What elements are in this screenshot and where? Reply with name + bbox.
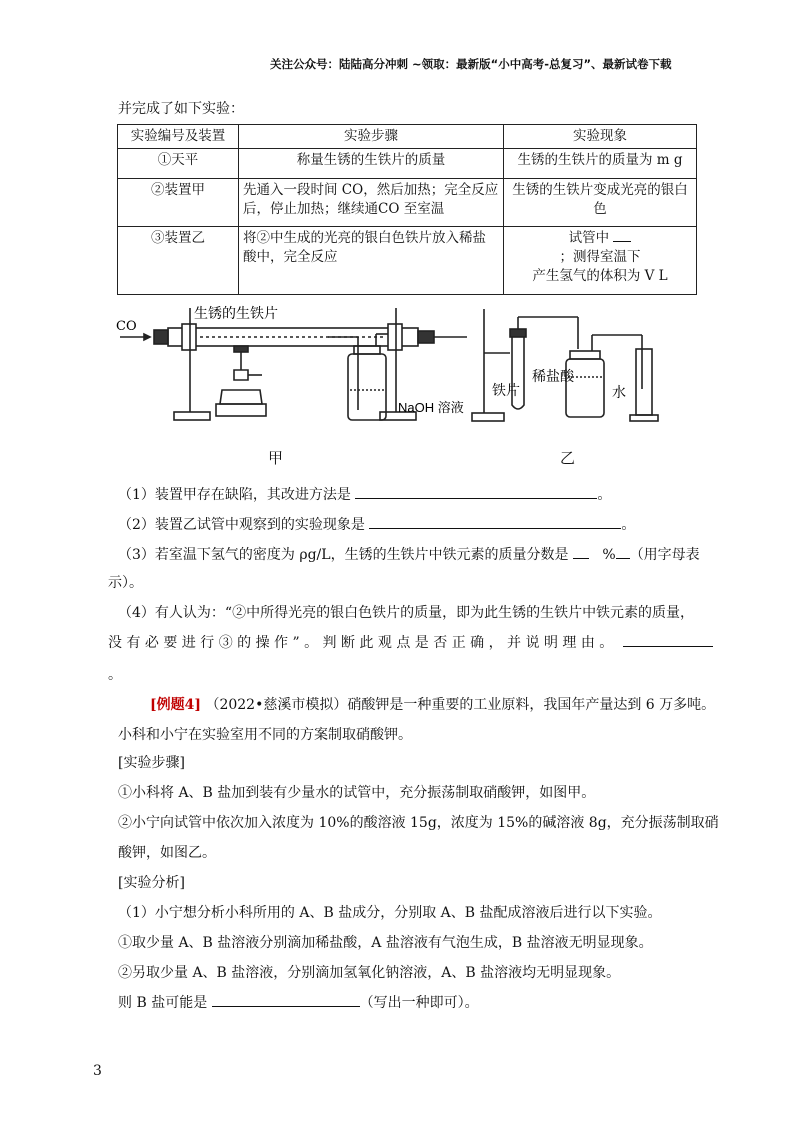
experiment-table [117,124,697,295]
table-cell: 将②中生成的光亮的银白色铁片放入稀盐酸中，完全反应 [239,227,504,295]
step-2-cont: 酸钾，如图乙。 [118,845,216,861]
example-tag: [例题4] [150,697,201,713]
result-text: 产生氢气的体积为 V L [532,268,668,284]
question-1: （1）装置甲存在缺陷，其改进方法是 。 [118,487,612,503]
wash-bottle-diagram [328,330,468,430]
question-2: （2）装置乙试管中观察到的实验现象是 。 [118,517,636,533]
step-1: ①小科将 A、B 盐加到装有少量水的试管中，充分振荡制取硝酸钾，如图甲。 [118,785,596,801]
water-label: 水 [612,385,626,401]
table-cell: ③装置乙 [118,227,239,295]
result-text: ；测得室温下 [559,249,641,265]
question-4-end: 。 [108,667,122,683]
table-header: 实验编号及装置 [118,125,239,149]
page-header: 关注公众号：陆陆高分冲刺 ~领取：最新版“小中高考-总复习”、最新试卷下载 [270,57,672,71]
intro-text: 并完成了如下实验： [118,101,244,117]
table-header-row [118,125,697,149]
iron-label: 铁片 [492,383,520,399]
result-text: 试管中 [568,230,610,246]
tube-label: 生锈的生铁片 [194,306,278,322]
acid-label: 稀盐酸 [532,369,574,385]
analysis-3: ②另取少量 A、B 盐溶液，分别滴加氢氧化钠溶液，A、B 盐溶液均无明显现象。 [118,965,621,981]
analysis-heading: [实验分析] [118,875,185,891]
table-cell: ①天平 [118,149,239,179]
table-cell: 先通入一段时间 CO，然后加热；完全反应后，停止加热；继续通CO 至室温 [239,179,504,227]
table-header: 实验步骤 [239,125,504,149]
question-4: （4）有人认为：“②中所得光亮的银白色铁片的质量，即为此生锈的生铁片中铁元素的质量， [118,605,695,621]
analysis-1: （1）小宁想分析小科所用的 A、B 盐成分，分别取 A、B 盐配成溶液后进行以下实验。 [118,905,662,921]
figure-caption-b: 乙 [560,449,576,467]
table-cell [504,227,697,295]
page-number: 3 [93,1063,102,1079]
analysis-4: 则 B 盐可能是 （写出一种即可）。 [118,995,479,1011]
figure-caption-a: 甲 [268,449,284,467]
question-3-cont: 示）。 [108,575,143,591]
table-row [118,179,697,227]
table-header: 实验现象 [504,125,697,149]
apparatus-b-diagram [470,305,680,430]
question-3: （3）若室温下氢气的密度为 ρg/L，生锈的生铁片中铁元素的质量分数是 % （用字母表 [118,547,700,563]
table-row [118,227,697,295]
question-4-cont: 没 有 必 要 进 行 ③ 的 操 作 ” 。 判 断 此 观 点 是 否 正 确 ， 并 说 明 理 由 。 [108,632,713,652]
example-intro: [例题4] （2022•慈溪市模拟）硝酸钾是一种重要的工业原料，我国年产量达到 6 万多吨。 [150,697,716,713]
table-cell: ②装置甲 [118,179,239,227]
step-2: ②小宁向试管中依次加入浓度为 10%的酸溶液 15g，浓度为 15%的碱溶液 8g，充分振荡制取硝 [118,815,719,831]
table-row [118,149,697,179]
example-line: 小科和小宁在实验室用不同的方案制取硝酸钾。 [118,727,412,743]
steps-heading: [实验步骤] [118,755,185,771]
analysis-2: ①取少量 A、B 盐溶液分别滴加稀盐酸，A 盐溶液有气泡生成，B 盐溶液无明显现象。 [118,935,653,951]
table-cell: 称量生锈的生铁片的质量 [239,149,504,179]
co-label: CO [116,319,137,334]
table-cell: 生锈的生铁片的质量为 m g [504,149,697,179]
table-cell: 生锈的生铁片变成光亮的银白色 [504,179,697,227]
naoh-label: NaOH 溶液 [398,400,464,415]
